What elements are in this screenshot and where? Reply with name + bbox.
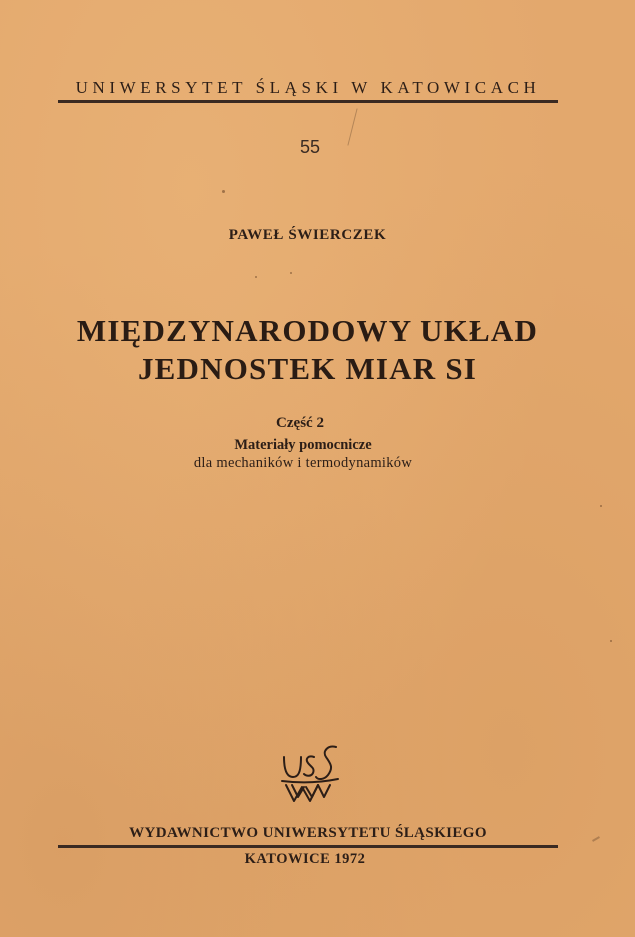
paper-speck (600, 505, 602, 507)
author-name: PAWEŁ ŚWIERCZEK (228, 227, 387, 243)
series-number: 55 (299, 137, 321, 157)
place-and-year: KATOWICE 1972 (244, 851, 366, 867)
university-name: UNIWERSYTET ŚLĄSKI W KATOWICACH (75, 78, 541, 97)
paper-speck (255, 276, 257, 278)
paper-speck (610, 640, 612, 642)
part-label: Część 2 (276, 415, 324, 431)
subtitle-line-1: Materiały pomocnicze (234, 437, 372, 453)
title-line-1: MIĘDZYNARODOWY UKŁAD (76, 313, 539, 348)
subtitle-line-2: dla mechaników i termodynamików (193, 455, 413, 471)
publisher-name: WYDAWNICTWO UNIWERSYTETU ŚLĄSKIEGO (129, 825, 487, 841)
pencil-mark (592, 836, 600, 842)
bottom-divider (58, 845, 558, 848)
paper-speck (222, 190, 225, 193)
title-line-2: JEDNOSTEK MIAR SI (137, 351, 478, 386)
paper-speck (290, 272, 292, 274)
top-divider (58, 100, 558, 103)
publisher-logo-icon (278, 743, 344, 805)
